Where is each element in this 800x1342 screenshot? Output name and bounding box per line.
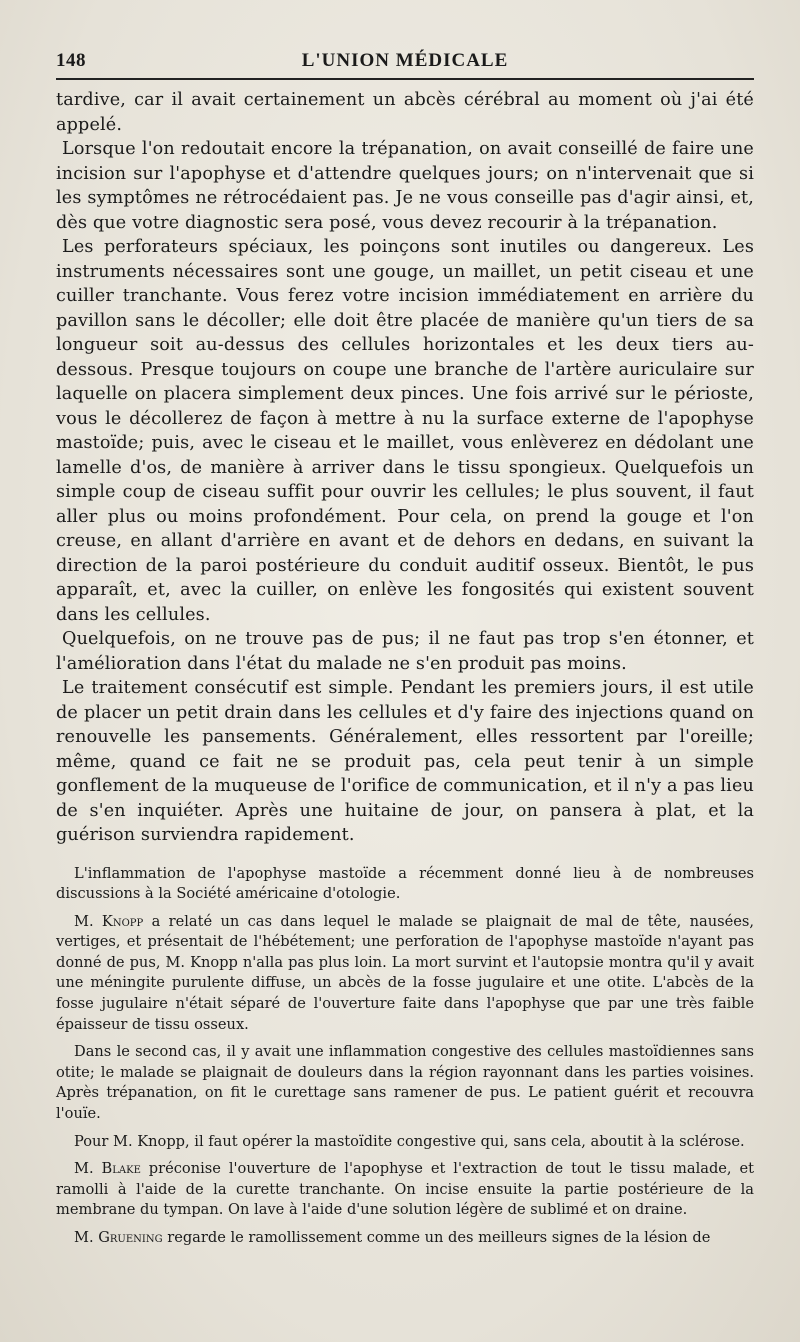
note-paragraph	[56, 1159, 754, 1221]
page-header	[56, 44, 754, 78]
note-paragraph: L'inflammation de l'apophyse mastoïde a récemment donné lieu à de nombreuses discussions à la Société américaine d'otologie.	[56, 864, 754, 903]
note-paragraph: Dans le second cas, il y avait une inflammation congestive des cellules mastoïdiennes sans otite; le malade se plaignait de douleurs dans la région rayonnant dans les parties voisines. Après trépanation, on fit le curettage sans ramener de pus. Le patient guérit et recouvra l'ouïe.	[56, 1043, 754, 1123]
paragraph: Les perforateurs spéciaux, les poinçons sont inutiles ou dangereux. Les instruments nécessaires sont une gouge, un maillet, un petit ciseau et une cuiller tranchante. Vous ferez votre incision immédiatement en arrière du pavillon sans le décoller; elle doit être placée de manière qu'un tiers de sa longueur soit au-dessus des cellules horizontales et les deux tiers au-dessous. Presque toujours on coupe une branche de l'artère auriculaire sur laquelle on placera simplement deux pinces. Une fois arrivé sur le périoste, vous le décollerez de façon à mettre à nu la surface externe de l'apophyse mastoïde; puis, avec le ciseau et le maillet, vous enlèverez en dédolant une lamelle d'os, de manière à arriver dans le tissu spongieux. Quelquefois un simple coup de ciseau suffit pour ouvrir les cellules; le plus souvent, il faut aller plus ou moins profondément. Pour cela, on prend la gouge et l'on creuse, en allant d'arrière en avant et de dehors en dedans, en suivant la direction de la paroi postérieure du conduit auditif osseux. Bientôt, le pus apparaît, et, avec la cuiller, on enlève les fongosités qui existent souvent dans les cellules.	[56, 237, 754, 625]
note-paragraph	[56, 912, 754, 1036]
main-text	[56, 88, 754, 848]
running-title: L'UNION MÉDICALE	[301, 50, 509, 71]
paragraph: tardive, car il avait certainement un abcès cérébral au moment où j'ai été appelé.	[56, 90, 754, 135]
page-number: 148	[56, 50, 86, 71]
paragraph: Quelquefois, on ne trouve pas de pus; il ne faut pas trop s'en étonner, et l'amélioration dans l'état du malade ne s'en produit pas moins.	[56, 629, 754, 674]
header-rule	[56, 78, 754, 80]
note-text: regarde le ramollissement comme un des meilleurs signes de la lésion de	[162, 1229, 711, 1246]
paragraph: Lorsque l'on redoutait encore la trépanation, on avait conseillé de faire une incision sur l'apophyse et d'attendre quelques jours; on n'intervenait que si les symptômes ne rétrocédaient pas. Je ne vous conseille pas d'agir ainsi, et, dès que votre diagnostic sera posé, vous devez recourir à la trépanation.	[56, 139, 754, 233]
paragraph: Le traitement consécutif est simple. Pendant les premiers jours, il est utile de placer un petit drain dans les cellules et d'y faire des injections quand on renouvelle les pansements. Généralement, elles ressortent par l'oreille; même, quand ce fait ne se produit pas, cela peut tenir à un simple gonflement de la muqueuse de l'orifice de communication, et il n'y a pas lieu de s'en inquiéter. Après une huitaine de jour, on pansera à plat, et la guérison surviendra rapidement.	[56, 678, 754, 845]
author-name: M. Blake	[74, 1160, 141, 1178]
note-paragraph	[56, 1228, 754, 1249]
author-name: M. Gruening	[74, 1229, 163, 1246]
author-name: M. Knopp	[74, 912, 144, 930]
note-text: a relaté un cas dans lequel le malade se plaignait de mal de tête, nausées, vertiges, et présentait de l'hébétement; une perforation de l'apophyse mastoïde n'ayant pas donné de pus, M. Knopp n'alla pas plus loin. La mort survint et l'autopsie montra qu'il y avait une méningite purulente diffuse, un abcès de la fosse jugulaire et une otite. L'abcès de la fosse jugulaire n'était séparé de l'ouverture faite dans l'apophyse que par une très faible épaisseur de tissu osseux.	[56, 912, 754, 1033]
notes-section	[56, 864, 754, 1249]
note-paragraph: Pour M. Knopp, il faut opérer la mastoïdite congestive qui, sans cela, aboutit à la sclérose.	[74, 1132, 745, 1150]
note-text: préconise l'ouverture de l'apophyse et l'extraction de tout le tissu malade, et ramolli à l'aide de la curette tranchante. On incise ensuite la partie postérieure de la membrane du tympan. On lave à l'aide d'une solution légère de sublimé et on draine.	[56, 1160, 754, 1219]
